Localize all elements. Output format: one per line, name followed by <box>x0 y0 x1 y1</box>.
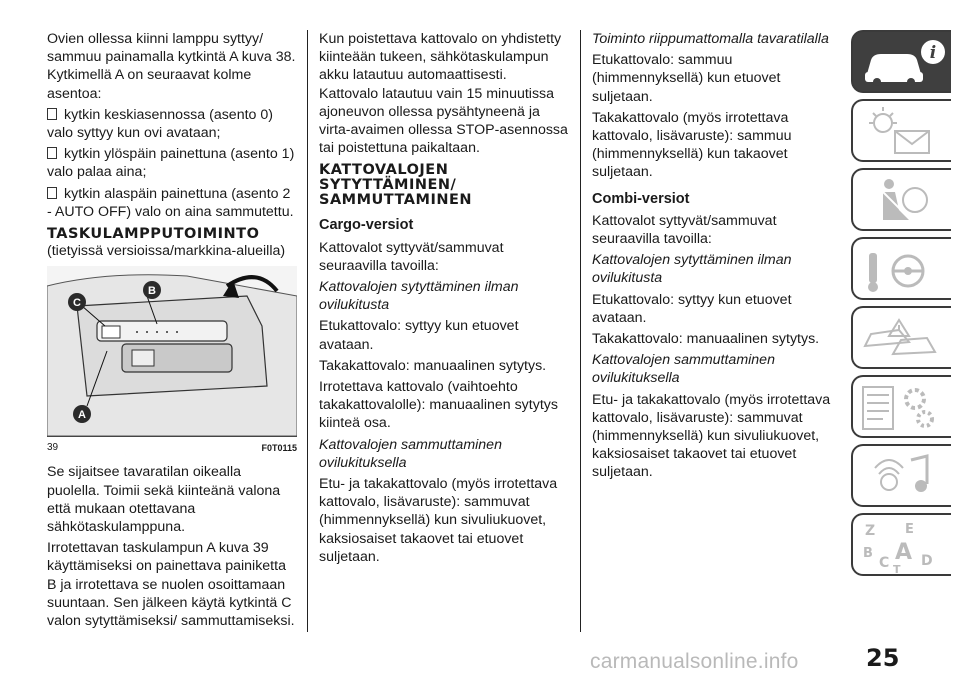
callout-a: A <box>78 409 86 422</box>
section-heading: TASKULAMPPUTOIMINTO <box>47 226 260 243</box>
paragraph: Ovien ollessa kiinni lamppu syttyy/ sammuu painamalla kytkintä A kuva 38. Kytkimellä A on seuraavat kolme asentoa: <box>47 31 296 102</box>
list-item: kytkin alaspäin painettuna (asento 2 - AUTO OFF) valo on aina sammutettu. <box>47 185 297 221</box>
key-steering-icon <box>853 239 951 299</box>
car-accident-icon <box>853 308 951 368</box>
paragraph: Etu- ja takakattovalo (myös irrotettava kattovalo, lisävaruste): sammuvat (himmennyksellä) kun sivuliukuovet, kaksiosaiset takaovet tai etuovet suljetaan. <box>592 391 831 481</box>
flashlight-illustration <box>47 266 297 436</box>
watermark-text: carmanualsonline.info <box>590 650 799 673</box>
car-info-icon <box>853 32 951 92</box>
column-3 <box>592 30 842 485</box>
paragraph: Irrotettava kattovalo (vaihtoehto takakattovalolle): manuaalinen sytytys kiinteä osa. <box>319 379 558 432</box>
tab-car-info[interactable] <box>851 30 951 93</box>
figure-caption <box>47 439 297 457</box>
index-letter: Z <box>865 523 876 539</box>
tab-index[interactable] <box>851 513 951 576</box>
column-divider <box>307 30 308 632</box>
tab-emergency[interactable] <box>851 306 951 369</box>
index-letter: C <box>879 555 890 571</box>
index-letter: D <box>921 553 933 569</box>
index-letter: E <box>905 522 914 537</box>
maintenance-gears-icon <box>853 377 951 437</box>
column-2 <box>319 30 569 569</box>
callout-c: C <box>73 297 81 310</box>
tab-warning-lights[interactable] <box>851 99 951 162</box>
airbag-icon <box>853 170 951 230</box>
paragraph: Kattovalot syttyvät/sammuvat seuraavilla tavoilla: <box>592 212 777 248</box>
index-letter: T <box>893 563 901 575</box>
italic-subheading: Kattovalojen sytyttäminen ilman ovilukitusta <box>319 279 519 314</box>
section-heading: KATTOVALOJEN SYTYTTÄMINEN/ SAMMUTTAMINEN <box>319 162 473 209</box>
italic-subheading: Kattovalojen sammuttaminen ovilukituksella <box>592 352 775 387</box>
column-1 <box>47 30 297 633</box>
tab-starting-driving[interactable] <box>851 237 951 300</box>
tab-safety[interactable] <box>851 168 951 231</box>
italic-subheading: Kattovalojen sammuttaminen ovilukituksella <box>319 436 502 471</box>
column-divider <box>580 30 581 632</box>
figure-39-image <box>47 266 297 437</box>
chapter-tabs <box>851 30 951 582</box>
figure-number: 39 <box>47 442 59 454</box>
multimedia-icon <box>853 446 951 506</box>
paragraph: Etukattovalo: sammuu (himmennyksellä) kun etuovet suljetaan. <box>592 52 781 105</box>
figure-code: F0T0115 <box>261 443 297 454</box>
paragraph: Takakattovalo: manuaalinen sytytys. <box>319 357 547 374</box>
tab-maintenance[interactable] <box>851 375 951 438</box>
paragraph: Kattovalot syttyvät/sammuvat seuraavilla tavoilla: <box>319 239 504 274</box>
index-letter: A <box>895 540 913 565</box>
paragraph: Takakattovalo: manuaalinen sytytys. <box>592 331 820 348</box>
callout-b: B <box>148 285 156 298</box>
list-item: kytkin ylöspäin painettuna (asento 1) valo palaa aina; <box>47 145 297 181</box>
italic-subheading: Toiminto riippumattomalla tavaratilalla <box>592 31 829 47</box>
paragraph: Etukattovalo: syttyy kun etuovet avataan. <box>592 291 792 326</box>
index-letter: B <box>863 546 873 561</box>
tab-multimedia[interactable] <box>851 444 951 507</box>
paragraph: Takakattovalo (myös irrotettava kattovalo, lisävaruste): sammuu (himmennyksellä) kun takaovet suljetaan. <box>592 109 792 181</box>
list-item: kytkin keskiasennossa (asento 0) valo syttyy kun ovi avataan; <box>47 106 297 142</box>
paragraph: Irrotettavan taskulampun A kuva 39 käyttämiseksi on painettava painiketta B ja irrotettava se nuolen osoittamaan suuntaan. Sen jälkeen käytä kytkintä C valon sytyttämiseksi/ sammuttamiseksi. <box>47 540 295 630</box>
svg-text:i: i <box>929 43 937 63</box>
warning-lights-icon <box>853 101 951 161</box>
index-letters-icon <box>853 515 951 575</box>
paragraph: Kun poistettava kattovalo on yhdistetty kiinteään tukeen, sähkötaskulampun akku latautuu automaattisesti. Kattovalo latautuu vain 15 minuutissa ajoneuvon ollessa pysähtyneenä ja virta-avaimen ollessa STOP-asennossa tai poistettuna paikaltaan. <box>319 31 568 157</box>
page-number: 25 <box>866 644 900 672</box>
section-subtitle: (tietyissä versioissa/markkina-alueilla) <box>47 243 286 260</box>
italic-subheading: Kattovalojen sytyttäminen ilman ovilukitusta <box>592 252 792 287</box>
paragraph: Etu- ja takakattovalo (myös irrotettava kattovalo, lisävaruste): sammuvat (himmennyksellä) kun sivuliukuovet, kaksiosaiset takaovet tai etuovet suljetaan. <box>319 476 558 565</box>
paragraph: Se sijaitsee tavaratilan oikealla puolella. Toimii sekä kiinteänä valona että mukaan otettavana sähkötaskulamppuna. <box>47 464 281 536</box>
paragraph: Etukattovalo: syttyy kun etuovet avataan. <box>319 318 519 353</box>
section-subheading: Combi-versiot <box>592 190 690 207</box>
section-subheading: Cargo-versiot <box>319 217 414 234</box>
